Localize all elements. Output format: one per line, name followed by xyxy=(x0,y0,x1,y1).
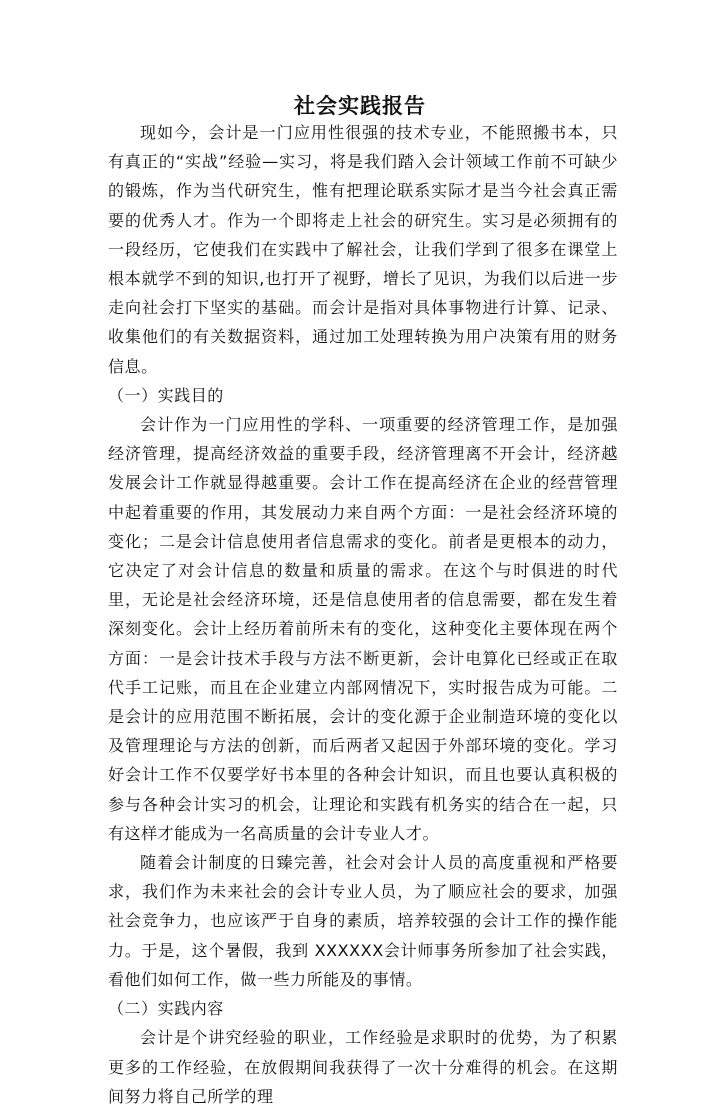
paragraph-purpose-2: 随着会计制度的日臻完善，社会对会计人员的高度重视和严格要求，我们作为未来社会的会计专业人员，为了顺应社会的要求，加强社会竞争力，也应该严于自身的素质，培养较强的会计工作的操作能力。于是，这个暑假，我到 XXXXXX会计师事务所参加了社会实践，看他们如何工作，做一些力所能及的事情。 xyxy=(108,853,618,989)
page-title: 社会实践报告 xyxy=(294,94,426,118)
section-heading-content: （二）实践内容 xyxy=(108,999,224,1019)
paragraph-content-1: 会计是个讲究经验的职业，工作经验是求职时的优势，为了积累更多的工作经验，在放假期间我获得了一次十分难得的机会。在这期间努力将自己所学的理 xyxy=(108,1028,618,1106)
document-body xyxy=(108,118,618,1111)
paragraph-intro: 现如今，会计是一门应用性很强的技术专业，不能照搬书本，只有真正的“实战”经验—实习，将是我们踏入会计领域工作前不可缺少的锻炼，作为当代研究生，惟有把理论联系实际才是当今社会真正需要的优秀人才。作为一个即将走上社会的研究生。实习是必须拥有的一段经历，它使我们在实践中了解社会，让我们学到了很多在课堂上根本就学不到的知识,也打开了视野，增长了见识，为我们以后进一步走向社会打下坚实的基础。而会计是指对具体事物进行计算、记录、收集他们的有关数据资料，通过加工处理转换为用户决策有用的财务信息。 xyxy=(108,123,618,376)
section-heading-purpose: （一）实践目的 xyxy=(108,385,224,405)
paragraph-purpose-1: 会计作为一门应用性的学科、一项重要的经济管理工作，是加强经济管理，提高经济效益的重要手段，经济管理离不开会计，经济越发展会计工作就显得越重要。会计工作在提高经济在企业的经营管理中起着重要的作用，其发展动力来自两个方面：一是社会经济环境的变化；二是会计信息使用者信息需求的变化。前者是更根本的动力，它决定了对会计信息的数量和质量的需求。在这个与时俱进的时代里，无论是社会经济环境，还是信息使用者的信息需要，都在发生着深刻变化。会计上经历着前所未有的变化，这种变化主要体现在两个方面：一是会计技术手段与方法不断更新，会计电算化已经或正在取代手工记账，而且在企业建立内部网情况下，实时报告成为可能。二是会计的应用范围不断拓展，会计的变化源于企业制造环境的变化以及管理理论与方法的创新，而后两者又起因于外部环境的变化。学习好会计工作不仅要学好书本里的各种会计知识，而且也要认真积极的参与各种会计实习的机会，让理论和实践有机务实的结合在一起，只有这样才能成为一名高质量的会计专业人才。 xyxy=(108,415,618,843)
